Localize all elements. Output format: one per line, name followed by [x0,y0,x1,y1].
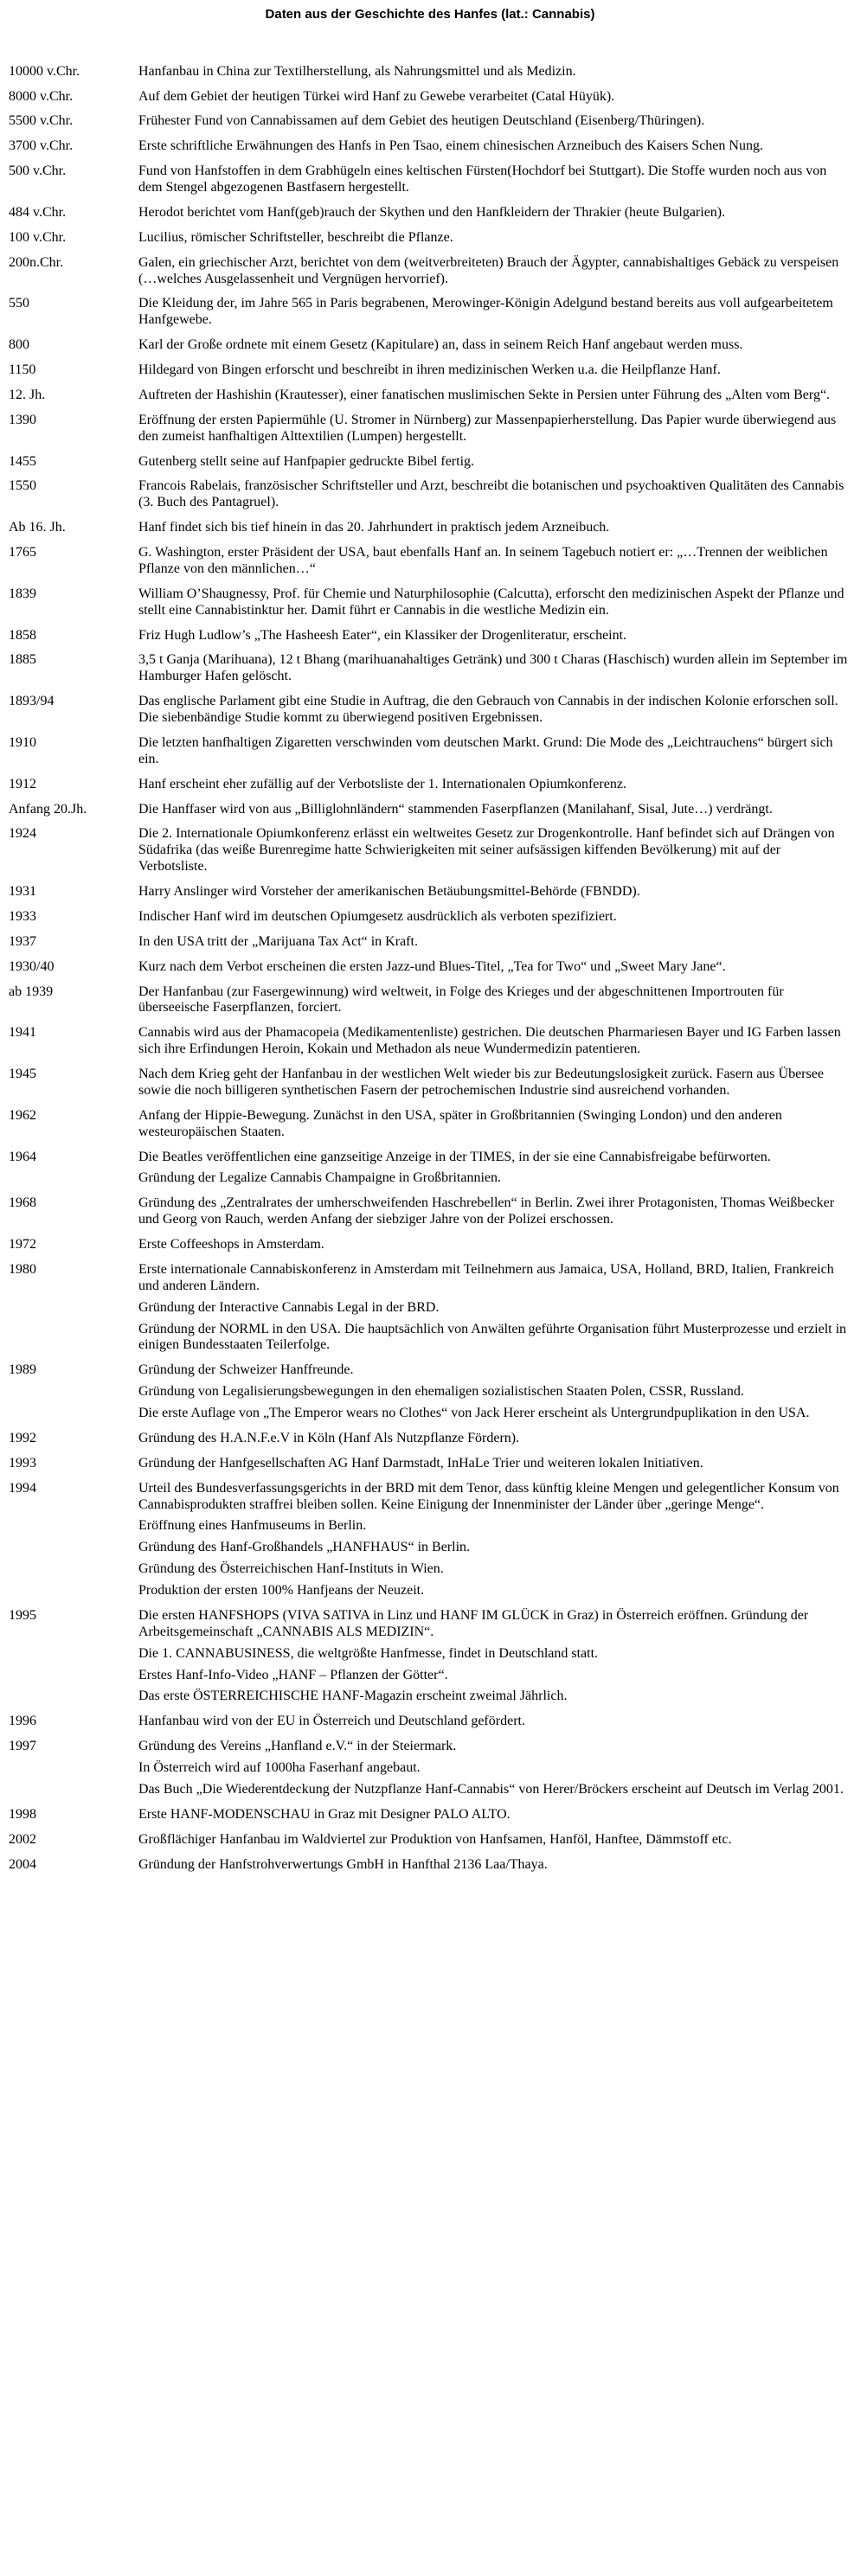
entry-date: 10000 v.Chr. [9,63,80,79]
entry-date: 1390 [9,412,36,427]
entry-text: Gründung des Österreichischen Hanf-Instituts in Wien. [138,1561,444,1577]
entry-date: ab 1939 [9,984,54,999]
entry-date: 1924 [9,826,36,842]
timeline-entry [9,1108,851,1141]
entry-text: Anfang der Hippie-Bewegung. Zunächst in den USA, später in Großbritannien (Swinging London) und den anderen westeuropäischen Staaten. [138,1107,782,1139]
timeline-entry [9,1608,851,1705]
entry-body [138,1807,851,1823]
entry-date: 1996 [9,1714,36,1729]
entry-body [138,777,851,793]
entry-body [138,909,851,926]
entry-body [138,1481,851,1599]
entry-text: Erste Coffeeshops in Amsterdam. [138,1237,324,1253]
entry-body [138,1150,851,1188]
entry-text: Cannabis wird aus der Phamacopeia (Medikamentenliste) gestrichen. Die deutschen Pharmariesen Bayer und IG Farben lassen sich ihre Erfindungen Heroin, Kokain und Methadon als neue Wundermedizin patentieren. [138,1025,841,1057]
entry-text: Hanfanbau wird von der EU in Österreich und Deutschland gefördert. [138,1714,525,1729]
entry-body [138,1714,851,1730]
entry-text: Karl der Große ordnete mit einem Gesetz (Kapitulare) an, dass in seinem Reich Hanf angebaut werden muss. [138,337,743,353]
entry-body [138,113,851,130]
entry-text: Das erste ÖSTERREICHISCHE HANF-Magazin erscheint zweimal Jährlich. [138,1688,568,1704]
entry-date: 1989 [9,1362,36,1378]
timeline-entry [9,984,851,1017]
entry-text: Großflächiger Hanfanbau im Waldviertel zur Produktion von Hanfsamen, Hanföl, Hanftee, Dämmstoff etc. [138,1831,732,1847]
entry-date: 1455 [9,453,36,469]
entry-date: Ab 16. Jh. [9,520,66,535]
entry-date: 100 v.Chr. [9,229,67,245]
entry-body [138,1262,851,1354]
entry-body [138,1195,851,1228]
entry-date: 1930/40 [9,958,55,974]
entry-text: Lucilius, römischer Schriftsteller, beschreibt die Pflanze. [138,229,453,245]
entry-text: Hanf findet sich bis tief hinein in das 20. Jahrhundert in praktisch jedem Arzneibuch. [138,520,610,535]
entry-date: 1980 [9,1261,36,1277]
entry-text: Die Hanffaser wird von aus „Billiglohnländern“ stammenden Faserpflanzen (Manilahanf, Sisal, Jute…) verdrängt. [138,801,773,817]
timeline-entry [9,1807,851,1823]
entry-text: Herodot berichtet vom Hanf(geb)rauch der Skythen und den Hanfkleidern der Thrakier (heute Bulgarien). [138,204,726,220]
entry-body [138,826,851,875]
entry-text: Hildegard von Bingen erforscht und beschreibt in ihren medizinischen Werken u.a. die Heilpflanze Hanf. [138,362,721,378]
entry-body [138,802,851,818]
entry-text: In Österreich wird auf 1000ha Faserhanf angebaut. [138,1760,421,1776]
entry-body [138,1608,851,1705]
entry-body [138,520,851,536]
entry-text: Die erste Auflage von „The Emperor wears no Clothes“ von Jack Herer erscheint als Untergrundpuplikation in den USA. [138,1406,810,1421]
entry-date: 1962 [9,1107,36,1123]
entry-text: Gutenberg stellt seine auf Hanfpapier gedruckte Bibel fertig. [138,453,475,469]
entry-text: Galen, ein griechischer Arzt, berichtet von dem (weitverbreiteten) Brauch der Ägypter, cannabishaltiges Gebäck zu verspeisen (…welches Ausgelassenheit und Vergnügen hervorrief). [138,254,839,286]
entry-text: Gründung des Hanf-Großhandels „HANFHAUS“ in Berlin. [138,1540,471,1555]
timeline-entry [9,1195,851,1228]
entry-text: Erste HANF-MODENSCHAU in Graz mit Designer PALO ALTO. [138,1806,511,1822]
entry-date: 1893/94 [9,694,55,709]
entry-text: Hanf erscheint eher zufällig auf der Verbotsliste der 1. Internationalen Opiumkonferenz. [138,776,626,791]
entry-body [138,959,851,976]
entry-text: Harry Anslinger wird Vorsteher der amerikanischen Betäubungsmittel-Behörde (FBNDD). [138,884,640,900]
entry-text: Frühester Fund von Cannabissamen auf dem Gebiet des heutigen Deutschland (Eisenberg/Thüringen). [138,113,705,129]
entry-body [138,89,851,106]
entry-text: Eröffnung der ersten Papiermühle (U. Stromer in Nürnberg) zur Massenpapierherstellung. Das Papier wurde überwiegend aus den zumeist hanfhaltigen Alttextilien (Lumpen) hergestellt. [138,412,837,444]
entry-date: 1993 [9,1455,36,1471]
entry-date: 484 v.Chr. [9,204,67,220]
timeline-entry [9,163,851,196]
entry-text: G. Washington, erster Präsident der USA, baut ebenfalls Hanf an. In seinem Tagebuch notiert er: „…Trennen der weiblichen Pflanze von den männlichen…“ [138,545,828,576]
entry-text: Die ersten HANFSHOPS (VIVA SATIVA in Linz und HANF IM GLÜCK in Graz) in Österreich eröffnen. Gründung der Arbeitsgemeinschaft „CANNABIS ALS MEDIZIN“. [138,1607,809,1639]
entry-body [138,205,851,221]
timeline-entry [9,362,851,379]
entry-text: Gründung der Hanfgesellschaften AG Hanf Darmstadt, InHaLe Trier und weiteren lokalen Initiativen. [138,1455,703,1471]
entry-text: In den USA tritt der „Marijuana Tax Act“ in Kraft. [138,933,418,949]
entry-date: 1912 [9,776,36,791]
entry-text: Gründung der Hanfstrohverwertungs GmbH in Hanfthal 2136 Laa/Thaya. [138,1856,548,1872]
entry-body [138,735,851,768]
timeline-entry [9,652,851,685]
entry-date: 1941 [9,1025,36,1041]
entry-date: 1765 [9,545,36,561]
entry-date: 1150 [9,362,36,378]
entry-text: Indischer Hanf wird im deutschen Opiumgesetz ausdrücklich als verboten spezifiziert. [138,908,617,924]
entry-text: Die 1. CANNABUSINESS, die weltgrößte Hanfmesse, findet in Deutschland statt. [138,1645,599,1661]
entry-body [138,628,851,644]
entry-body [138,1739,851,1798]
entry-body [138,138,851,155]
entry-date: Anfang 20.Jh. [9,801,87,817]
entry-date: 2002 [9,1831,36,1847]
timeline-entry [9,205,851,221]
entry-date: 200n.Chr. [9,254,64,270]
entry-body [138,1431,851,1447]
entry-body [138,545,851,578]
timeline-entry [9,89,851,106]
timeline-entry [9,545,851,578]
timeline-entry [9,1714,851,1730]
entry-date: 550 [9,296,29,311]
timeline-entry [9,777,851,793]
page-title: Daten aus der Geschichte des Hanfes (lat.: Cannabis) [265,7,595,22]
entry-date: 12. Jh. [9,387,46,402]
timeline-entry [9,337,851,354]
entry-text: Erstes Hanf-Info-Video „HANF – Pflanzen der Götter“. [138,1667,448,1682]
entry-text: Die Kleidung der, im Jahre 565 in Paris begrabenen, Merowinger-Königin Adelgund bestand bereits aus voll aufgearbeitetem Hanfgewebe. [138,296,833,328]
entry-date: 8000 v.Chr. [9,88,74,104]
timeline-entry [9,1025,851,1058]
entry-text: Das englische Parlament gibt eine Studie in Auftrag, die den Gebrauch von Cannabis in der indischen Kolonie erforschen soll. Die siebenbändige Studie kommt zu überwiegend positiven Ergebnissen. [138,694,838,726]
entry-body [138,64,851,80]
entry-text: Produktion der ersten 100% Hanfjeans der Neuzeit. [138,1583,425,1599]
timeline-entry [9,884,851,900]
entry-text: William O’Shaugnessy, Prof. für Chemie und Naturphilosophie (Calcutta), erforscht den medizinischen Aspekt der Pflanze und stellt eine Cannabistinktur her. Damit führt er Cannabis in die westliche Medizin ein. [138,586,845,618]
entry-body [138,884,851,900]
entry-text: Hanfanbau in China zur Textilherstellung, als Nahrungsmittel und als Medizin. [138,63,576,79]
entry-date: 1910 [9,734,36,750]
timeline-entry [9,586,851,619]
entry-body [138,362,851,379]
entry-text: Auf dem Gebiet der heutigen Türkei wird Hanf zu Gewebe verarbeitet (Catal Hüyük). [138,88,615,104]
timeline-entry [9,1739,851,1798]
entry-text: 3,5 t Ganja (Marihuana), 12 t Bhang (marihuanahaltiges Getränk) und 300 t Charas (Haschisch) wurden allein im September im Hamburger Hafen gelöscht. [138,652,848,684]
entry-date: 5500 v.Chr. [9,113,74,129]
timeline [9,64,851,1874]
entry-date: 1839 [9,586,36,601]
timeline-entry [9,694,851,727]
entry-text: Die Beatles veröffentlichen eine ganzseitige Anzeige in der TIMES, in der sie eine Cannabisfreigabe befürworten. [138,1149,771,1164]
timeline-entry [9,1362,851,1422]
entry-text: Eröffnung eines Hanfmuseums in Berlin. [138,1518,367,1534]
entry-date: 500 v.Chr. [9,163,67,179]
entry-text: Die letzten hanfhaltigen Zigaretten verschwinden vom deutschen Markt. Grund: Die Mode des „Leichtrauchens“ bürgert sich ein. [138,734,833,766]
entry-date: 1933 [9,908,36,924]
entry-body [138,1108,851,1141]
timeline-entry [9,413,851,445]
entry-date: 2004 [9,1856,36,1872]
timeline-entry [9,296,851,329]
entry-text: Gründung von Legalisierungsbewegungen in den ehemaligen sozialistischen Staaten Polen, CSSR, Russland. [138,1384,744,1400]
entry-date: 1937 [9,933,36,949]
entry-body [138,984,851,1017]
timeline-entry [9,64,851,80]
entry-body [138,1857,851,1874]
timeline-entry [9,230,851,247]
entry-text: Auftreten der Hashishin (Krautesser), einer fanatischen muslimischen Sekte in Persien unter Führung des „Alten vom Berg“. [138,387,831,402]
timeline-entry [9,959,851,976]
entry-text: Gründung der Schweizer Hanffreunde. [138,1362,354,1378]
entry-body [138,934,851,951]
entry-body [138,652,851,685]
timeline-entry [9,1150,851,1188]
entry-body [138,230,851,247]
entry-date: 1945 [9,1067,36,1082]
entry-text: Gründung des „Zentralrates der umherschweifenden Haschrebellen“ in Berlin. Zwei ihrer Protagonisten, Thomas Weißbecker und Georg von Rauch, werden Anfang der siebziger Jahre von der Polizei erschossen. [138,1195,835,1227]
entry-text: Nach dem Krieg geht der Hanfanbau in der westlichen Welt wieder bis zur Bedeutungslosigkeit zurück. Fasern aus Übersee sowie die noch billigeren synthetischen Fasern der petrochemischen Industrie sind ausreichend vorhanden. [138,1067,824,1098]
entry-date: 1550 [9,478,36,494]
entry-body [138,255,851,288]
entry-text: Die 2. Internationale Opiumkonferenz erlässt ein weltweites Gesetz zur Drogenkontrolle. Hanf befindet sich auf Drängen von Südafrika (das weiße Burenregime hatte Schwierigkeiten mit seiner aufsässigen kiffenden Bevölkerung) mit auf der Verbotsliste. [138,826,835,875]
entry-date: 800 [9,337,29,353]
timeline-entry [9,1262,851,1354]
timeline-entry [9,826,851,875]
entry-text: Erste schriftliche Erwähnungen des Hanfs in Pen Tsao, einem chinesischen Arzneibuch des Kaisers Schen Nung. [138,138,763,154]
entry-date: 1972 [9,1237,36,1253]
timeline-entry [9,454,851,471]
timeline-entry [9,388,851,404]
entry-text: Gründung der NORML in den USA. Die hauptsächlich von Anwälten geführte Organisation führt Musterprozesse und erzielt in einigen Bundesstaaten Teilerfolge. [138,1321,847,1353]
entry-body [138,388,851,404]
entry-date: 1994 [9,1480,36,1496]
entry-body [138,1832,851,1849]
timeline-entry [9,478,851,511]
timeline-entry [9,1456,851,1472]
timeline-entry [9,1481,851,1599]
entry-text: Fund von Hanfstoffen in dem Grabhügeln eines keltischen Fürsten(Hochdorf bei Stuttgart). Die Stoffe wurden noch aus von dem Stengel abgezogenen Bastfasern hergestellt. [138,163,827,195]
entry-text: Friz Hugh Ludlow’s „The Hasheesh Eater“, ein Klassiker der Drogenliteratur, erscheint. [138,627,627,643]
timeline-entry [9,628,851,644]
entry-body [138,478,851,511]
entry-date: 1995 [9,1607,36,1623]
entry-text: Erste internationale Cannabiskonferenz in Amsterdam mit Teilnehmern aus Jamaica, USA, Holland, BRD, Italien, Frankreich und anderen Ländern. [138,1261,834,1293]
entry-body [138,413,851,445]
entry-body [138,1456,851,1472]
entry-date: 1885 [9,652,36,668]
entry-body [138,296,851,329]
entry-text: Gründung der Legalize Cannabis Champaigne in Großbritannien. [138,1170,501,1186]
timeline-entry [9,934,851,951]
entry-date: 3700 v.Chr. [9,138,74,154]
entry-date: 1964 [9,1149,36,1164]
entry-text: Der Hanfanbau (zur Fasergewinnung) wird weltweit, in Folge des Krieges und der abgeschnittenen Importrouten für überseeische Faserpflanzen, forciert. [138,984,784,1016]
entry-body [138,337,851,354]
entry-text: Das Buch „Die Wiederentdeckung der Nutzpflanze Hanf-Cannabis“ von Herer/Bröckers erscheint auf Deutsch im Verlag 2001. [138,1781,844,1797]
timeline-entry [9,802,851,818]
timeline-entry [9,520,851,536]
entry-body [138,694,851,727]
timeline-entry [9,909,851,926]
entry-body [138,163,851,196]
entry-text: Gründung des H.A.N.F.e.V in Köln (Hanf Als Nutzpflanze Fördern). [138,1430,520,1445]
timeline-entry [9,1067,851,1099]
timeline-entry [9,1431,851,1447]
entry-text: Urteil des Bundesverfassungsgerichts in der BRD mit dem Tenor, dass künftig kleine Mengen und gelegentlicher Konsum von Cannabisprodukten straffrei bleiben sollen. Keine Einigung der Innenminister der Länder über „geringe Menge“. [138,1480,839,1512]
entry-text: Kurz nach dem Verbot erscheinen die ersten Jazz-und Blues-Titel, „Tea for Two“ und „Sweet Mary Jane“. [138,958,726,974]
entry-date: 1968 [9,1195,36,1211]
timeline-entry [9,1832,851,1849]
timeline-entry [9,255,851,288]
entry-date: 1998 [9,1806,36,1822]
timeline-entry [9,1857,851,1874]
timeline-entry [9,113,851,130]
entry-body [138,1067,851,1099]
timeline-entry [9,138,851,155]
entry-body [138,1025,851,1058]
entry-body [138,1237,851,1253]
entry-body [138,454,851,471]
timeline-entry [9,1237,851,1253]
entry-date: 1931 [9,884,36,900]
entry-body [138,1362,851,1422]
entry-text: Francois Rabelais, französischer Schriftsteller und Arzt, beschreibt die botanischen und psychoaktiven Qualitäten des Cannabis (3. Buch des Pantagruel). [138,478,845,510]
entry-date: 1992 [9,1430,36,1445]
entry-body [138,586,851,619]
timeline-entry [9,735,851,768]
entry-text: Gründung der Interactive Cannabis Legal in der BRD. [138,1299,440,1315]
entry-date: 1858 [9,627,36,643]
entry-date: 1997 [9,1739,36,1754]
entry-text: Gründung des Vereins „Hanfland e.V.“ in der Steiermark. [138,1739,457,1754]
